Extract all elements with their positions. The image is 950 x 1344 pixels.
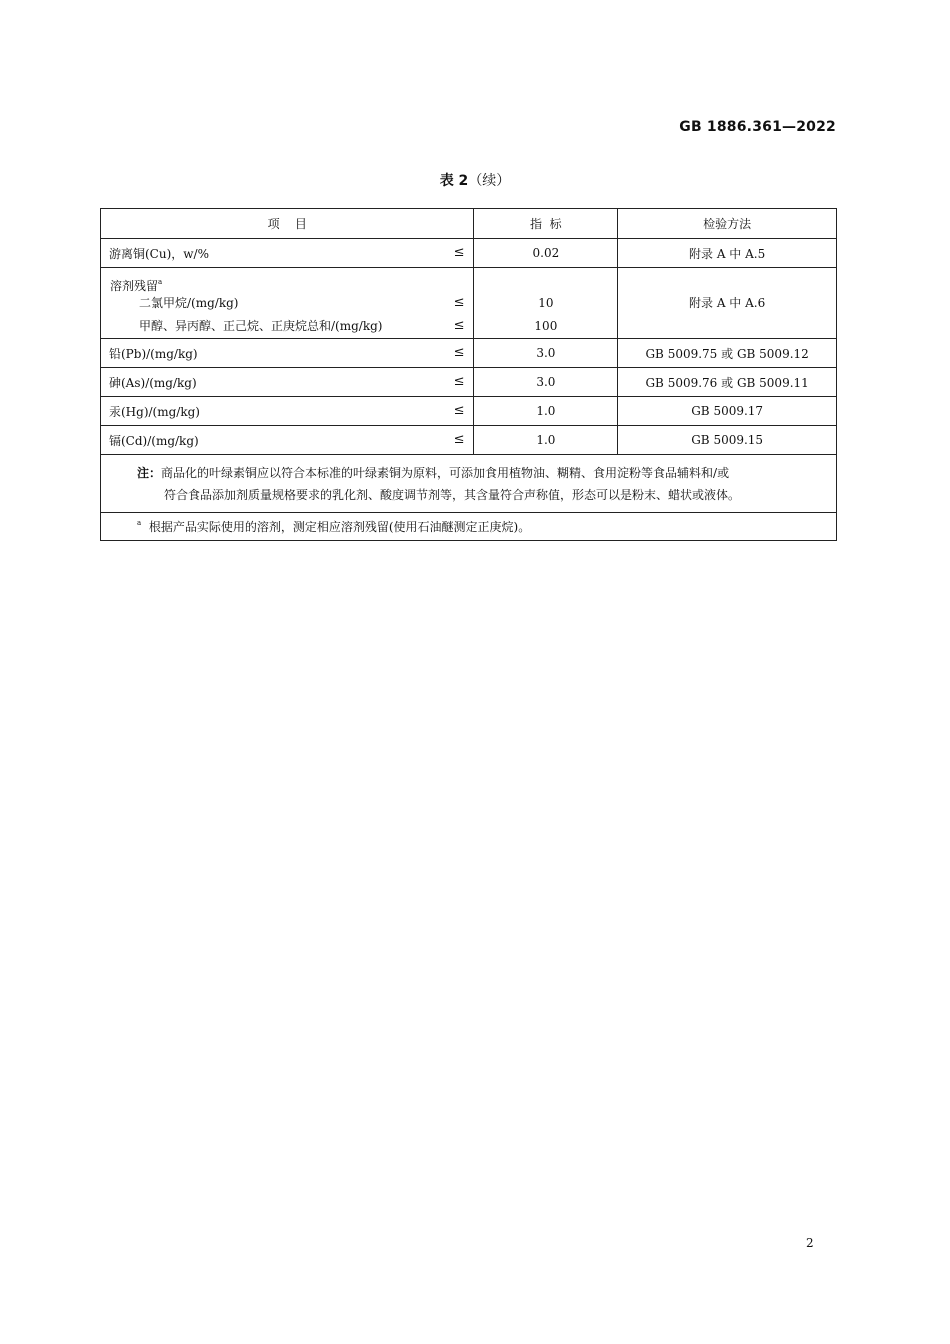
table-row-copper — [101, 239, 837, 268]
item-cell — [101, 368, 474, 397]
item-cell — [101, 397, 474, 426]
leq-symbol: ≤ — [453, 431, 465, 447]
table-row-arsenic — [101, 368, 837, 397]
item-cell — [101, 426, 474, 455]
leq-symbol: ≤ — [453, 344, 465, 360]
table-title-label: 表 2 — [439, 173, 469, 189]
col-header-method: 检验方法 — [618, 209, 837, 239]
note-text-1: 商品化的叶绿素铜应以符合本标准的叶绿素铜为原料，可添加食用植物油、糊精、食用淀粉等食品辅料和/或 — [161, 465, 730, 480]
solvent-title — [110, 272, 473, 292]
item-label: 铅(Pb)/(mg/kg) — [109, 346, 198, 361]
item-cell — [101, 339, 474, 368]
value-cell: 0.02 — [474, 239, 618, 268]
method-cell: GB 5009.76 或 GB 5009.11 — [618, 368, 837, 397]
value-cell: 1.0 — [474, 426, 618, 455]
value-cell: 3.0 — [474, 339, 618, 368]
solvent-sub-label-1: 二氯甲烷/(mg/kg) — [139, 296, 239, 310]
page-number: 2 — [806, 1236, 814, 1250]
table-note-row — [101, 455, 837, 513]
spec-table — [100, 208, 837, 541]
item-cell — [101, 239, 474, 268]
note-line-1 — [137, 462, 828, 484]
method-cell: GB 5009.15 — [618, 426, 837, 455]
col-header-item: 项 目 — [101, 209, 474, 239]
leq-symbol: ≤ — [453, 373, 465, 389]
table-note — [101, 455, 837, 513]
solvent-sub-label-2: 甲醇、异丙醇、正己烷、正庚烷总和/(mg/kg) — [139, 319, 383, 333]
leq-symbol: ≤ — [453, 295, 465, 310]
solvent-method-cell — [618, 268, 837, 339]
footnote-marker: a — [137, 519, 142, 527]
solvent-sub-item-1 — [139, 293, 473, 313]
table-title — [0, 170, 950, 190]
item-label: 砷(As)/(mg/kg) — [109, 375, 197, 390]
col-header-value: 指 标 — [474, 209, 618, 239]
item-label: 汞(Hg)/(mg/kg) — [109, 404, 200, 419]
solvent-sub-item-2 — [139, 316, 473, 336]
leq-symbol: ≤ — [453, 318, 465, 333]
solvent-method: 附录 A 中 A.6 — [689, 296, 766, 310]
method-cell: 附录 A 中 A.5 — [618, 239, 837, 268]
value-cell: 1.0 — [474, 397, 618, 426]
table-row-cadmium — [101, 426, 837, 455]
value-cell: 3.0 — [474, 368, 618, 397]
solvent-title-text: 溶剂残留 — [110, 279, 159, 293]
table-footnote — [101, 513, 837, 541]
note-line-2: 符合食品添加剂质量规格要求的乳化剂、酸度调节剂等，其含量符合声称值，形态可以是粉末、蜡状或液体。 — [164, 487, 741, 502]
table-title-suffix: （续） — [468, 173, 511, 189]
table-row-lead — [101, 339, 837, 368]
solvent-value-2: 100 — [534, 319, 558, 333]
item-label: 镉(Cd)/(mg/kg) — [109, 433, 199, 448]
solvent-value-cell — [474, 268, 618, 339]
table-footnote-row — [101, 513, 837, 541]
footnote-text: 根据产品实际使用的溶剂，测定相应溶剂残留(使用石油醚测定正庚烷)。 — [148, 520, 531, 534]
leq-symbol: ≤ — [453, 244, 465, 260]
item-label: 游离铜(Cu)，w/% — [109, 246, 209, 261]
table-row-mercury — [101, 397, 837, 426]
method-cell: GB 5009.17 — [618, 397, 837, 426]
table-header-row — [101, 209, 837, 239]
method-cell: GB 5009.75 或 GB 5009.12 — [618, 339, 837, 368]
table-row-solvent — [101, 268, 837, 339]
note-label: 注： — [137, 465, 162, 480]
solvent-value-1: 10 — [538, 296, 554, 310]
solvent-item-cell — [101, 268, 474, 339]
footnote-marker: a — [158, 278, 163, 286]
leq-symbol: ≤ — [453, 402, 465, 418]
standard-code: GB 1886.361—2022 — [679, 119, 836, 135]
